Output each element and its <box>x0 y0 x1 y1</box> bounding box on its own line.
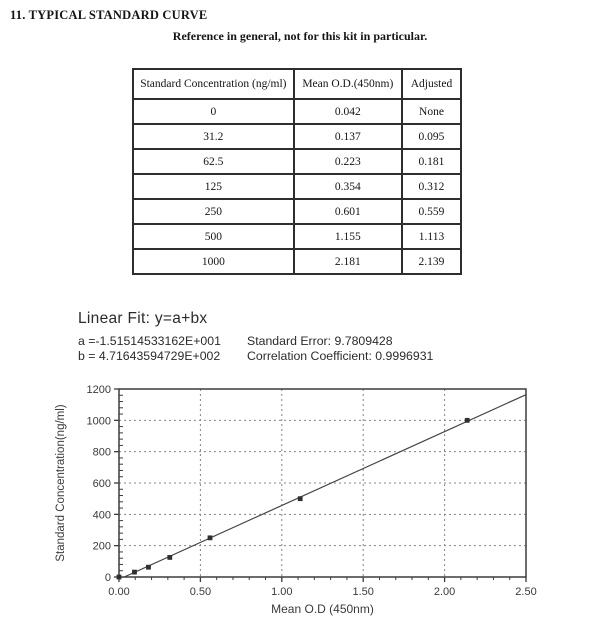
x-axis-tick-label: 2.50 <box>515 586 537 598</box>
table-row <box>133 124 461 149</box>
table-cell: 2.181 <box>294 249 402 274</box>
y-axis-tick-label: 800 <box>92 446 111 459</box>
table-cell: 0.181 <box>402 149 461 174</box>
fit-coefficient-b: b = 4.71643594729E+002 <box>78 349 221 363</box>
y-axis-tick-label: 400 <box>92 509 111 522</box>
fit-standard-error: Standard Error: 9.7809428 <box>247 334 393 348</box>
table-cell: 1.155 <box>294 224 402 249</box>
table-cell: 0.042 <box>294 99 402 124</box>
table-cell: 62.5 <box>133 149 294 174</box>
data-point-marker <box>146 565 151 570</box>
table-cell: 1000 <box>133 249 294 274</box>
x-axis-tick-label: 1.00 <box>271 586 293 598</box>
table-row <box>133 224 461 249</box>
x-axis-tick-label: 0.50 <box>189 586 212 598</box>
standard-curve-table <box>132 68 462 275</box>
table-cell: 0 <box>133 99 294 124</box>
reference-note: Reference in general, not for this kit in particular. <box>172 29 428 43</box>
fit-correlation-coefficient: Correlation Coefficient: 0.9996931 <box>247 349 434 363</box>
table-cell: 2.139 <box>402 249 461 274</box>
section-title: 11. TYPICAL STANDARD CURVE <box>10 8 208 22</box>
y-axis-title: Standard Concentration(ng/ml) <box>55 404 67 562</box>
x-axis-tick-label: 1.50 <box>352 586 374 598</box>
data-point-marker <box>298 496 303 501</box>
table-cell: None <box>402 99 461 124</box>
y-axis-tick-label: 200 <box>92 540 111 553</box>
table-cell: 0.137 <box>294 124 402 149</box>
table-cell: 1.113 <box>402 224 461 249</box>
linear-fit-title: Linear Fit: y=a+bx <box>78 310 208 327</box>
table-row <box>133 99 461 124</box>
table-cell: 0.095 <box>402 124 461 149</box>
table-cell: 0.223 <box>294 149 402 174</box>
table-cell: 500 <box>133 224 294 249</box>
table-row <box>133 174 461 199</box>
data-point-marker <box>117 575 122 580</box>
y-axis-tick-label: 600 <box>92 478 111 490</box>
table-cell: 0.601 <box>294 199 402 224</box>
table-cell: 31.2 <box>133 124 294 149</box>
data-point-marker <box>208 535 213 540</box>
y-axis-tick-label: 1200 <box>86 384 111 396</box>
data-point-marker <box>132 570 137 575</box>
table-row <box>133 199 461 224</box>
y-axis-tick-label: 0 <box>104 572 111 584</box>
table-cell: 0.312 <box>402 174 461 199</box>
data-point-marker <box>465 418 470 423</box>
table-row <box>133 149 461 174</box>
table-cell: 0.354 <box>294 174 402 199</box>
x-axis-tick-label: 2.00 <box>433 586 456 598</box>
table-cell: 0.559 <box>402 199 461 224</box>
x-axis-tick-label: 0.00 <box>108 586 130 598</box>
fit-coefficient-a: a =-1.51514533162E+001 <box>78 334 221 348</box>
y-axis-tick-label: 1000 <box>86 415 111 428</box>
table-header <box>133 69 461 99</box>
table-header-cell: Adjusted <box>402 69 461 99</box>
standard-curve-chart <box>40 378 580 628</box>
table-row <box>133 249 461 274</box>
x-axis-title: Mean O.D (450nm) <box>271 602 374 616</box>
table-header-cell: Mean O.D.(450nm) <box>294 69 402 99</box>
table-header-cell: Standard Concentration (ng/ml) <box>133 69 294 99</box>
table-cell: 125 <box>133 174 294 199</box>
data-point-marker <box>167 555 172 560</box>
table-cell: 250 <box>133 199 294 224</box>
